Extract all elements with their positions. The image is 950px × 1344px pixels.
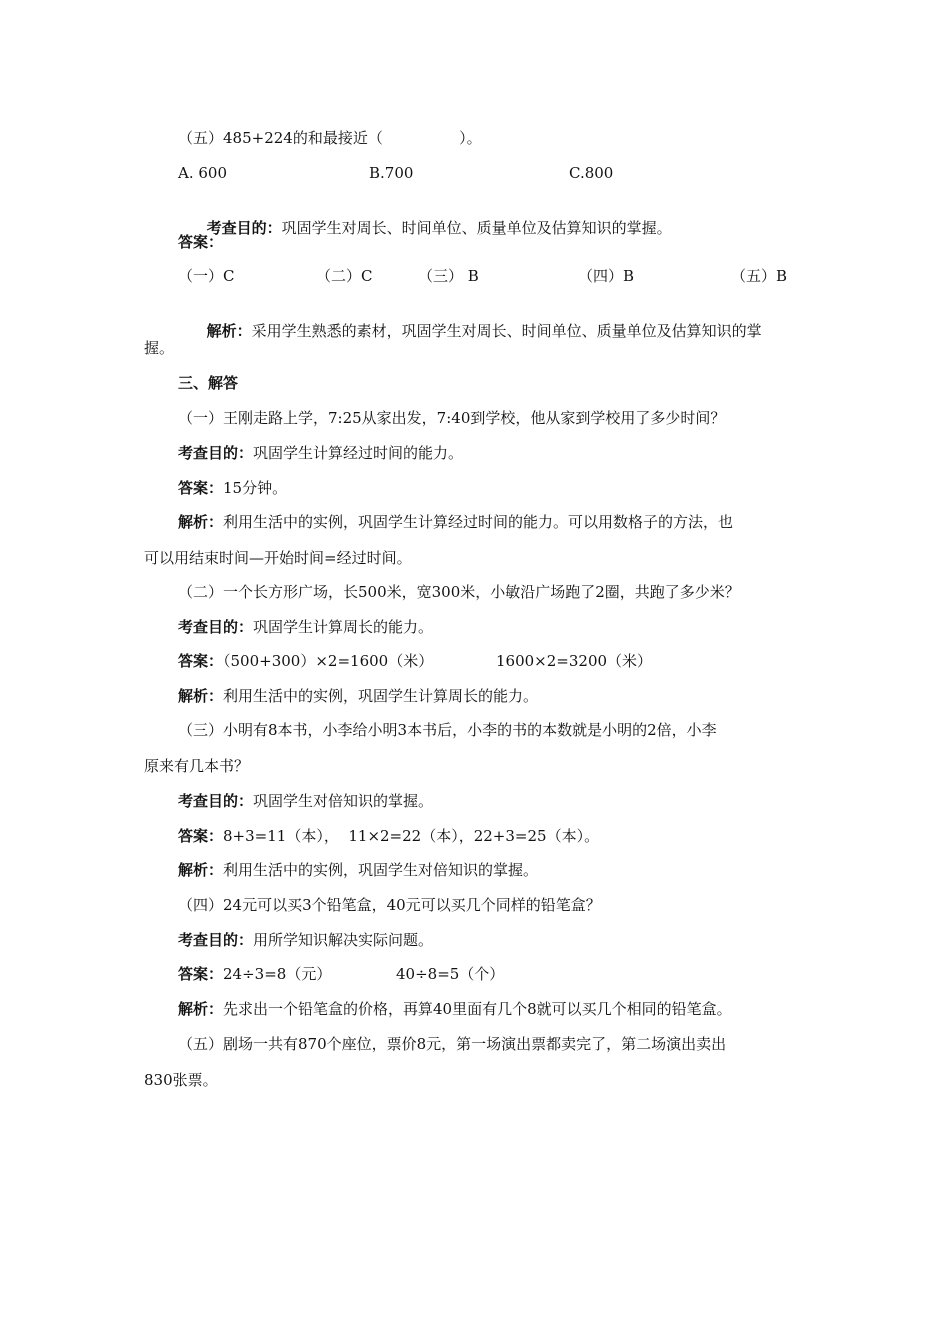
answer-text: （500+300）×2=1600（米）	[223, 652, 434, 670]
purpose-text: 巩固学生计算经过时间的能力。	[253, 444, 464, 462]
question-text: （四）24元可以买3个铅笔盒，40元可以买几个同样的铅笔盒？	[178, 896, 601, 914]
answer-label: 答案：	[178, 965, 224, 983]
problem-5-question-cont	[0, 1070, 950, 1130]
question-text-cont: 原来有几本书？	[144, 757, 250, 775]
analysis-text: 先求出一个铅笔盒的价格，再算40里面有几个8就可以买几个相同的铅笔盒。	[223, 1000, 732, 1018]
question-text: （二）一个长方形广场，长500米，宽300米，小敏沿广场跑了2圈，共跑了多少米？	[178, 583, 740, 601]
purpose-text: 巩固学生对倍知识的掌握。	[253, 792, 434, 810]
analysis-text-cont: 可以用结束时间—开始时间=经过时间。	[144, 549, 412, 567]
answer-label: 答案：	[178, 479, 224, 497]
answer-label: 答案：	[178, 652, 224, 670]
analysis-text: 利用生活中的实例，巩固学生计算周长的能力。	[223, 687, 539, 705]
answer-text: 24÷3=8（元）	[223, 965, 332, 983]
analysis-label: 解析：	[178, 861, 224, 879]
analysis-label: 解析：	[206, 322, 252, 340]
answer-item: （三） B	[418, 267, 479, 285]
analysis-label: 解析：	[178, 687, 224, 705]
question-text: （五）剧场一共有870个座位，票价8元，第一场演出票都卖完了，第二场演出卖出	[178, 1035, 727, 1053]
answer-text: 8+3=11（本）， 11×2=22（本），22+3=25（本）。	[223, 827, 600, 845]
answer-text-b: 1600×2=3200（米）	[496, 652, 653, 670]
analysis-text: 利用生活中的实例，巩固学生对倍知识的掌握。	[223, 861, 539, 879]
answer-label: 答案：	[178, 233, 224, 251]
purpose-label: 考查目的：	[178, 931, 254, 949]
purpose-text: 巩固学生计算周长的能力。	[253, 618, 434, 636]
answer-item: （二）C	[316, 267, 373, 285]
purpose-label: 考查目的：	[206, 219, 282, 237]
analysis-text-cont: 握。	[144, 339, 175, 357]
answer-item: （五）B	[731, 267, 788, 285]
purpose-text: 巩固学生对周长、时间单位、质量单位及估算知识的掌握。	[281, 219, 672, 237]
option-c: C.800	[569, 164, 614, 182]
question-stem: （五）485+224的和最接近（ ）。	[178, 129, 482, 147]
purpose-text: 用所学知识解决实际问题。	[253, 931, 434, 949]
purpose-label: 考查目的：	[178, 792, 254, 810]
analysis-text: 采用学生熟悉的素材，巩固学生对周长、时间单位、质量单位及估算知识的掌	[251, 322, 762, 340]
option-b: B.700	[369, 164, 414, 182]
question-text: （一）王刚走路上学，7:25从家出发，7:40到学校，他从家到学校用了多少时间？	[178, 409, 726, 427]
question-text-cont: 830张票。	[144, 1071, 218, 1089]
answer-label: 答案：	[178, 827, 224, 845]
option-a: A. 600	[178, 164, 227, 182]
purpose-label: 考查目的：	[178, 444, 254, 462]
answer-item: （一）C	[178, 267, 235, 285]
analysis-label: 解析：	[178, 1000, 224, 1018]
answer-text-b: 40÷8=5（个）	[396, 965, 505, 983]
section-heading: 三、解答	[178, 374, 239, 392]
answer-item: （四）B	[578, 267, 635, 285]
analysis-label: 解析：	[178, 513, 224, 531]
question-text: （三）小明有8本书，小李给小明3本书后，小李的书的本数就是小明的2倍，小李	[178, 721, 717, 739]
answer-text: 15分钟。	[223, 479, 288, 497]
purpose-label: 考查目的：	[178, 618, 254, 636]
analysis-text: 利用生活中的实例，巩固学生计算经过时间的能力。可以用数格子的方法，也	[223, 513, 734, 531]
